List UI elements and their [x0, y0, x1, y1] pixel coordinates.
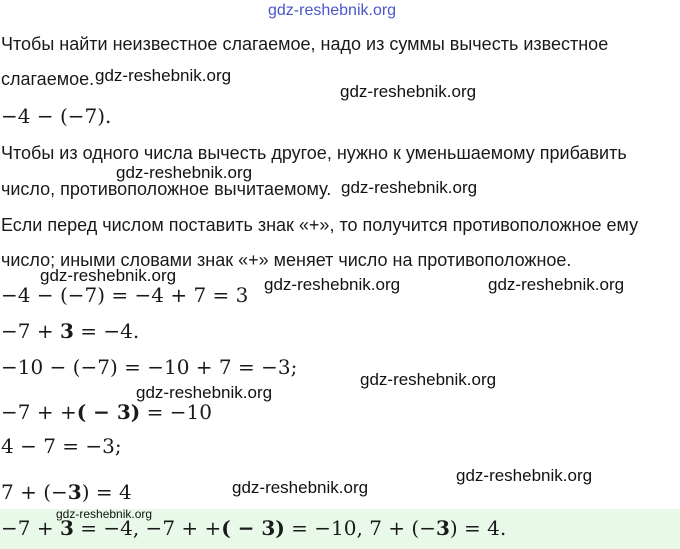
rule-text-line: Чтобы из одного числа вычесть другое, нужно к уменьшаемому прибавить	[1, 143, 627, 163]
watermark: gdz-reshebnik.org	[488, 275, 625, 294]
math-part: = −10, 7 + (−	[284, 516, 436, 540]
site-watermark-top: gdz-reshebnik.org	[268, 2, 397, 19]
math-bold-part: ( − 3)	[221, 516, 285, 540]
math-bold-part: ( − 3)	[76, 400, 141, 424]
math-part: −7 +	[1, 319, 60, 343]
rule-text-line: число, противоположное вычитаемому.	[1, 179, 332, 199]
math-bold-part: 3	[59, 319, 74, 343]
math-expression	[1, 318, 139, 344]
math-expression: −4 − (−7).	[1, 104, 112, 128]
math-part: ) = 4	[81, 480, 132, 504]
math-part: 7 + (−	[1, 480, 68, 504]
rule-text-line: Если перед числом поставить знак «+», то получится противоположное ему	[1, 215, 639, 235]
math-expression	[1, 399, 212, 425]
rule-text-line: Чтобы найти неизвестное слагаемое, надо из суммы вычесть известное	[1, 34, 609, 54]
math-expression: −10 − (−7) = −10 + 7 = −3;	[1, 355, 298, 379]
math-bold-part: 3	[59, 516, 74, 540]
watermark: gdz-reshebnik.org	[340, 82, 477, 101]
watermark: gdz-reshebnik.org	[456, 466, 593, 485]
math-part: −7 +	[1, 516, 60, 540]
watermark: gdz-reshebnik.org	[40, 266, 177, 285]
math-part: = −10	[140, 400, 212, 424]
watermark: gdz-reshebnik.org	[136, 383, 273, 402]
math-expression	[1, 479, 132, 505]
rule-text-line: слагаемое.	[1, 69, 95, 89]
rule-text-line: число; иными словами знак «+» меняет число на противоположное.	[1, 250, 572, 270]
watermark: gdz-reshebnik.org	[264, 275, 401, 294]
math-part: = −4, −7 + +	[73, 516, 222, 540]
watermark: gdz-reshebnik.org	[232, 478, 369, 497]
math-part: = −4.	[73, 319, 140, 343]
math-part: −7 + +	[1, 400, 77, 424]
math-bold-part: 3	[435, 516, 450, 540]
watermark-small: gdz-reshebnik.org	[56, 507, 153, 521]
math-expression: 4 − 7 = −3;	[1, 434, 122, 458]
math-part: ) = 4.	[449, 516, 507, 540]
math-bold-part: 3	[67, 480, 82, 504]
watermark: gdz-reshebnik.org	[116, 163, 253, 182]
watermark: gdz-reshebnik.org	[95, 66, 232, 85]
math-expression: −4 − (−7) = −4 + 7 = 3	[1, 283, 249, 307]
watermark: gdz-reshebnik.org	[360, 370, 497, 389]
watermark: gdz-reshebnik.org	[341, 178, 478, 197]
